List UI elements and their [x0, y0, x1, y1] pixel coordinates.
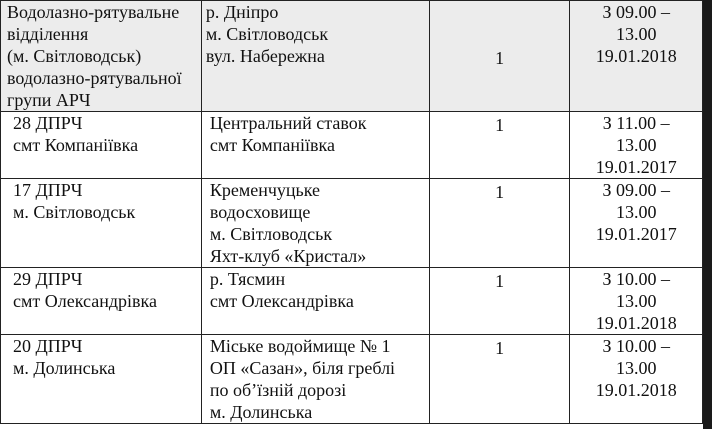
unit-line: водолазно-рятувальної [7, 68, 182, 88]
unit-line: 20 ДПРЧ [13, 336, 83, 356]
unit-cell [1, 179, 202, 268]
count-value: 1 [495, 48, 505, 68]
table-row [1, 1, 703, 112]
time-line: 13.00 [615, 135, 657, 155]
time-line: З 11.00 – [602, 113, 670, 133]
unit-line: смт Олександрівка [13, 291, 157, 311]
place-cell [201, 268, 429, 335]
unit-line: м. Долинська [13, 358, 116, 378]
place-line: ОП «Сазан», біля греблі [209, 358, 396, 378]
place-line: Яхт-клуб «Кристал» [209, 246, 367, 266]
place-cell [201, 1, 429, 112]
count-cell [429, 335, 570, 424]
time-line: 13.00 [615, 358, 657, 378]
place-line: смт Компаніївка [209, 135, 335, 155]
time-cell [570, 112, 703, 179]
place-line: м. Світловодськ [205, 24, 329, 44]
unit-cell [1, 335, 202, 424]
count-cell [429, 179, 570, 268]
place-line: Центральний ставок [209, 113, 367, 133]
count-cell [429, 1, 570, 112]
place-cell [201, 335, 429, 424]
time-line: 19.01.2018 [595, 46, 677, 66]
unit-cell [1, 268, 202, 335]
unit-cell [1, 112, 202, 179]
table-row [1, 112, 703, 179]
count-cell [429, 268, 570, 335]
time-line: 13.00 [615, 202, 657, 222]
place-line: по об’їзній дорозі [209, 380, 347, 400]
time-line: 19.01.2018 [595, 380, 677, 400]
time-cell [570, 268, 703, 335]
count-value: 1 [495, 338, 505, 358]
place-line: р. Дніпро [205, 2, 279, 22]
time-line: З 09.00 – [602, 2, 670, 22]
unit-line: м. Світловодськ [13, 202, 136, 222]
place-line: смт Олександрівка [209, 291, 354, 311]
unit-line: смт Компаніївка [13, 135, 139, 155]
table-row [1, 268, 703, 335]
place-line: м. Долинська [209, 402, 313, 422]
time-cell [570, 1, 703, 112]
count-value: 1 [495, 271, 505, 291]
place-cell [201, 179, 429, 268]
page-edge-shadow [703, 0, 712, 429]
place-line: м. Світловодськ [209, 224, 333, 244]
time-cell [570, 179, 703, 268]
place-line: вул. Набережна [205, 46, 325, 66]
unit-line: відділення [7, 24, 89, 44]
time-line: 19.01.2018 [595, 313, 677, 333]
unit-cell [1, 1, 202, 112]
place-line: р. Тясмин [209, 269, 286, 289]
table-row [1, 335, 703, 424]
place-cell [201, 112, 429, 179]
time-line: 13.00 [615, 24, 657, 44]
unit-line: 28 ДПРЧ [13, 113, 83, 133]
table-row [1, 179, 703, 268]
count-cell [429, 112, 570, 179]
time-line: 19.01.2017 [595, 224, 677, 244]
unit-line: Водолазно-рятувальне [7, 2, 180, 22]
place-line: Міське водоймище № 1 [209, 336, 391, 356]
unit-line: (м. Світловодськ) [7, 46, 142, 66]
count-value: 1 [495, 115, 505, 135]
time-line: 13.00 [615, 291, 657, 311]
unit-line: 17 ДПРЧ [13, 180, 83, 200]
time-line: З 10.00 – [602, 336, 670, 356]
time-line: З 09.00 – [602, 180, 670, 200]
time-line: 19.01.2017 [595, 157, 677, 177]
place-line: водосховище [209, 202, 311, 222]
unit-line: групи АРЧ [7, 90, 91, 110]
unit-line: 29 ДПРЧ [13, 269, 83, 289]
time-line: З 10.00 – [602, 269, 670, 289]
time-cell [570, 335, 703, 424]
place-line: Кременчуцьке [209, 180, 321, 200]
count-value: 1 [495, 182, 505, 202]
